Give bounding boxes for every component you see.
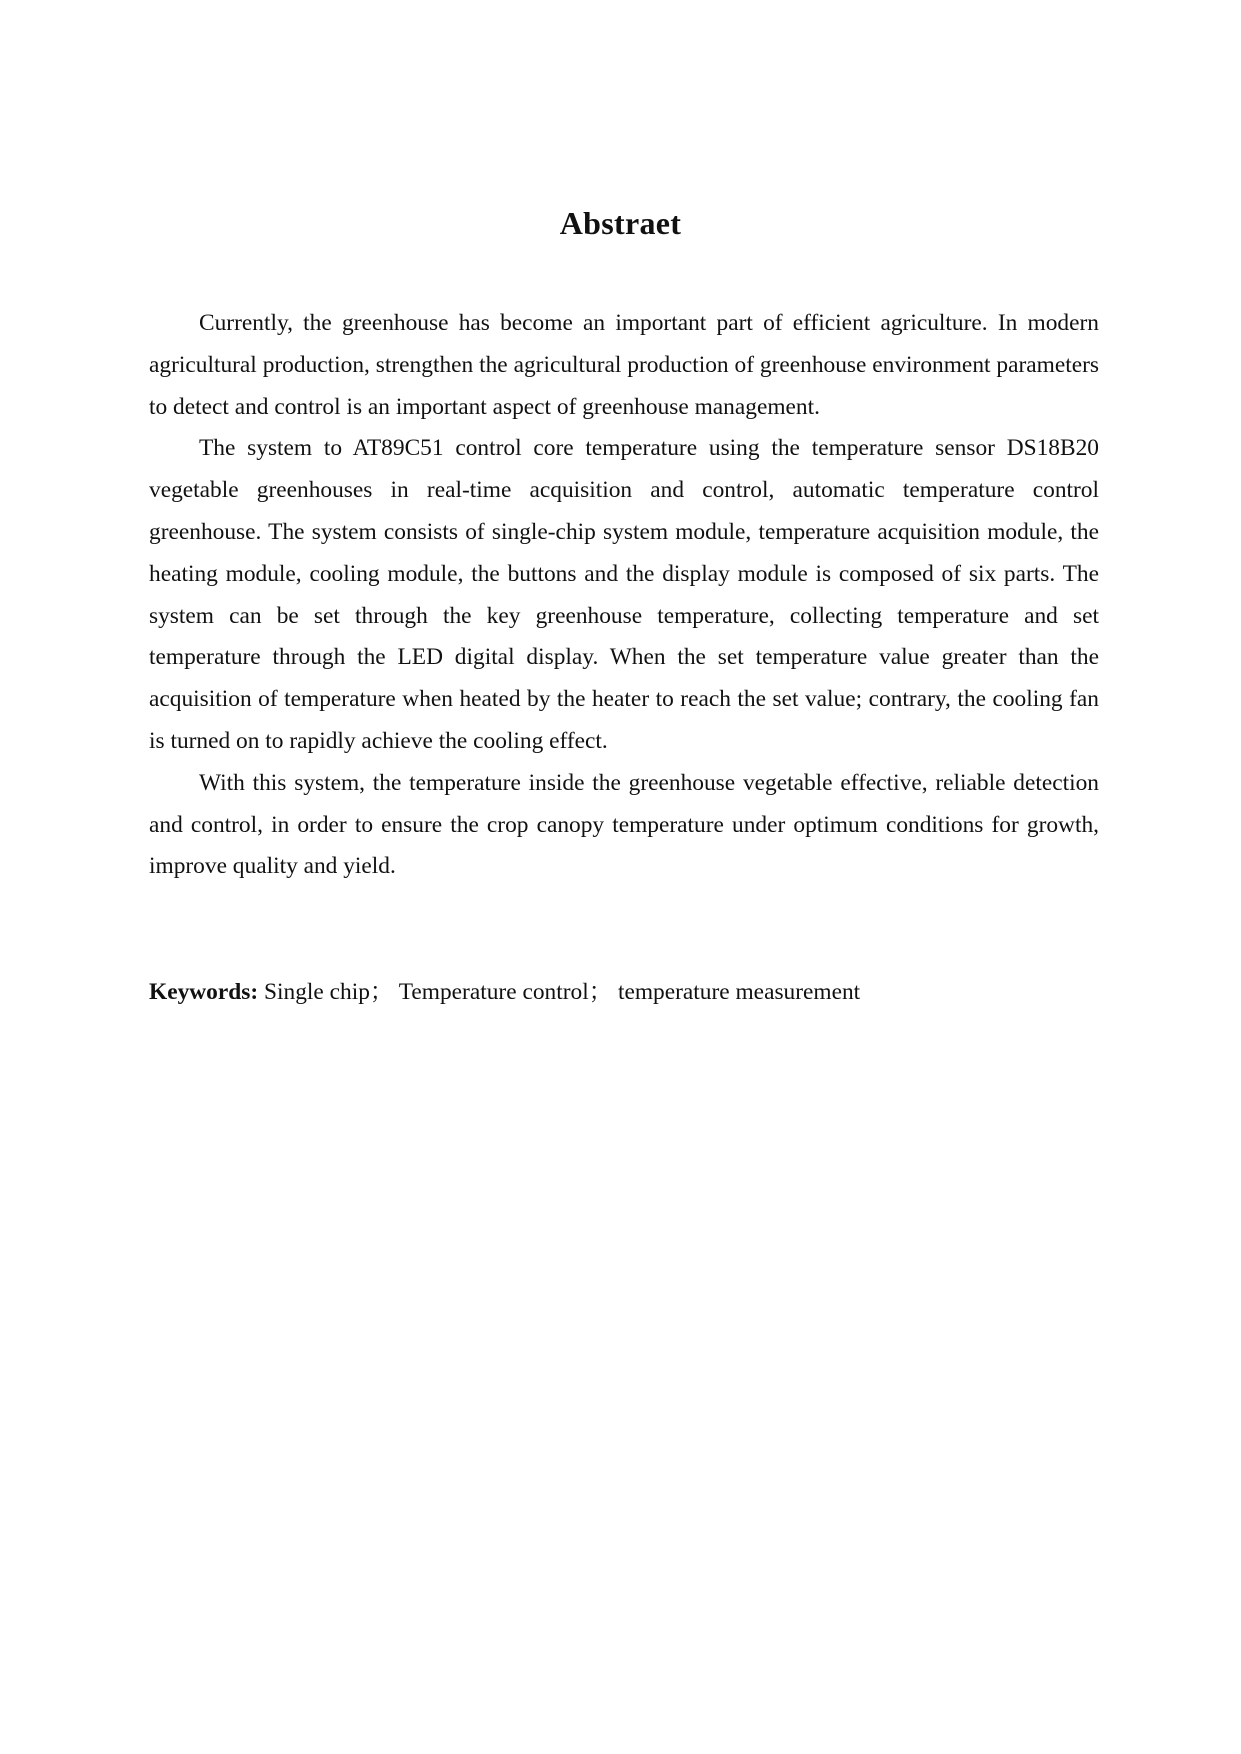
keyword-separator-2: ； — [588, 979, 613, 1005]
keyword-separator-1: ； — [369, 979, 394, 1005]
keywords-label: Keywords: — [149, 979, 259, 1005]
abstract-paragraph-3: With this system, the temperature inside the greenhouse vegetable effective, reliable detection and control, in order to ensure the crop canopy temperature under optimum conditions for growth, improve quality and yield. — [149, 769, 1099, 880]
keyword-1: Single chip — [264, 979, 370, 1005]
abstract-paragraph-2: The system to AT89C51 control core temperature using the temperature sensor DS18B20 vegetable greenhouses in real-time acquisition and control, automatic temperature control greenhouse. The system consists of single-chip system module, temperature acquisition module, the heating module, cooling module, the buttons and the display module is composed of six parts. The system can be set through the key greenhouse temperature, collecting temperature and set temperature through the LED digital display. When the set temperature value greater than the acquisition of temperature when heated by the heater to reach the set value; contrary, the cooling fan is turned on to rapidly achieve the cooling effect. — [149, 435, 1099, 754]
keywords-line — [149, 972, 1099, 1012]
page-title: Abstraet — [559, 205, 682, 241]
keyword-2: Temperature control — [398, 979, 589, 1005]
keyword-3: temperature measurement — [617, 979, 861, 1005]
abstract-body — [149, 303, 1099, 888]
abstract-paragraph-1: Currently, the greenhouse has become an important part of efficient agriculture. In modern agricultural production, strengthen the agricultural production of greenhouse environment parameters to detect and control is an important aspect of greenhouse management. — [149, 310, 1099, 420]
